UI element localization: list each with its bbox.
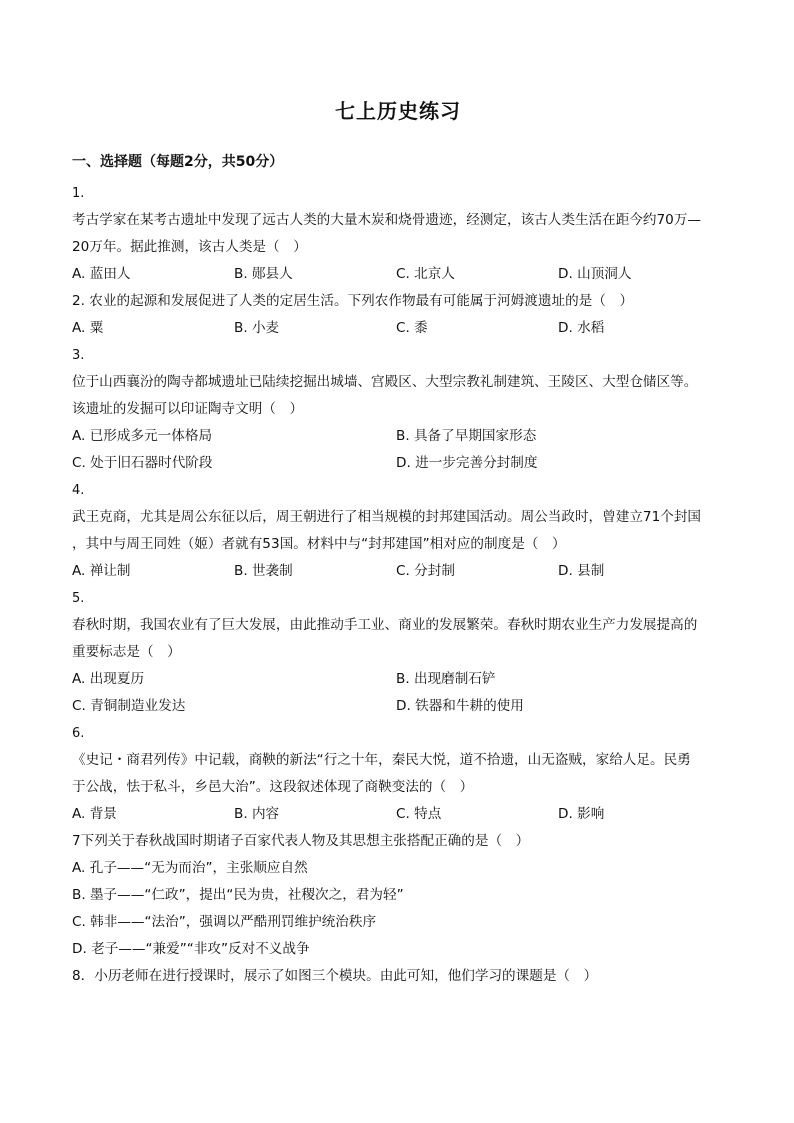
option-b: B. 世袭制 bbox=[234, 563, 293, 579]
question-text: 武王克商，尤其是周公东征以后，周王朝进行了相当规模的封邦建国活动。周公当政时，曾建立71个封国 bbox=[72, 509, 702, 525]
question-text: ，其中与周王同姓（姬）者就有53国。材料中与“封邦建国”相对应的制度是（ ） bbox=[72, 536, 566, 552]
option-d: D. 铁器和牛耕的使用 bbox=[396, 698, 524, 714]
option-b: B. 出现磨制石铲 bbox=[396, 671, 496, 687]
option-a: A. 蓝田人 bbox=[72, 266, 131, 282]
options-q3 bbox=[72, 423, 724, 477]
question-text: 20万年。据此推测，该古人类是（ ） bbox=[72, 239, 307, 255]
question-text: 《史记・商君列传》中记载，商鞅的新法“行之十年，秦民大悦，道不拾遗，山无盗贼，家给人足。民勇 bbox=[72, 752, 691, 768]
options-q6 bbox=[72, 801, 724, 828]
option-c: C. 青铜制造业发达 bbox=[72, 698, 186, 714]
option-b: B. 墨子——“仁政”，提出“民为贵，社稷次之，君为轻” bbox=[72, 887, 404, 903]
options-q1 bbox=[72, 261, 724, 288]
question-2 bbox=[72, 288, 724, 315]
option-a: A. 粟 bbox=[72, 320, 104, 336]
option-d: D. 山顶洞人 bbox=[558, 266, 632, 282]
options-q2 bbox=[72, 315, 724, 342]
options-q4 bbox=[72, 558, 724, 585]
options-q5 bbox=[72, 666, 724, 720]
question-text: 于公战，怯于私斗，乡邑大治”。这段叙述体现了商鞅变法的（ ） bbox=[72, 779, 474, 795]
option-c: C. 黍 bbox=[396, 320, 428, 336]
question-4 bbox=[72, 477, 724, 558]
options-q7 bbox=[72, 855, 724, 963]
question-number: 6. bbox=[72, 726, 85, 741]
question-6 bbox=[72, 720, 724, 801]
question-text: 7下列关于春秋战国时期诸子百家代表人物及其思想主张搭配正确的是（ ） bbox=[72, 833, 530, 849]
question-text: 该遗址的发掘可以印证陶寺文明（ ） bbox=[72, 401, 304, 417]
option-a: A. 孔子——“无为而治”，主张顺应自然 bbox=[72, 860, 308, 876]
question-number: 4. bbox=[72, 483, 85, 498]
option-a: A. 出现夏历 bbox=[72, 671, 145, 687]
question-1 bbox=[72, 180, 724, 261]
question-text: 春秋时期，我国农业有了巨大发展，由此推动手工业、商业的发展繁荣。春秋时期农业生产力发展提高的 bbox=[72, 617, 698, 633]
option-d: D. 老子——“兼爱”“非攻”反对不义战争 bbox=[72, 941, 310, 957]
option-d: D. 水稻 bbox=[558, 320, 605, 336]
option-c: C. 韩非——“法治”，强调以严酷刑罚维护统治秩序 bbox=[72, 914, 377, 930]
question-number: 5. bbox=[72, 591, 85, 606]
option-b: B. 具备了早期国家形态 bbox=[396, 428, 537, 444]
question-text: 位于山西襄汾的陶寺都城遗址已陆续挖掘出城墙、宫殿区、大型宗教礼制建筑、王陵区、大型仓储区等。 bbox=[72, 374, 698, 390]
option-a: A. 背景 bbox=[72, 806, 117, 822]
question-number: 1. bbox=[72, 186, 85, 201]
option-a: A. 禅让制 bbox=[72, 563, 131, 579]
question-text: 8．小历老师在进行授课时，展示了如图三个模块。由此可知，他们学习的课题是（ ） bbox=[72, 968, 598, 984]
page-title: 七上历史练习 bbox=[335, 99, 461, 123]
question-8 bbox=[72, 963, 724, 990]
question-5 bbox=[72, 585, 724, 666]
option-b: B. 郧县人 bbox=[234, 266, 293, 282]
option-c: C. 北京人 bbox=[396, 266, 455, 282]
option-d: D. 县制 bbox=[558, 563, 605, 579]
option-a: A. 已形成多元一体格局 bbox=[72, 428, 213, 444]
option-b: B. 内容 bbox=[234, 806, 280, 822]
question-text: 2. 农业的起源和发展促进了人类的定居生活。下列农作物最有可能属于河姆渡遗址的是（ ） bbox=[72, 293, 634, 309]
question-7 bbox=[72, 828, 724, 855]
question-text: 重要标志是（ ） bbox=[72, 644, 181, 660]
option-c: C. 处于旧石器时代阶段 bbox=[72, 455, 213, 471]
option-c: C. 特点 bbox=[396, 806, 442, 822]
question-3 bbox=[72, 342, 724, 423]
option-c: C. 分封制 bbox=[396, 563, 455, 579]
option-d: D. 进一步完善分封制度 bbox=[396, 455, 538, 471]
option-d: D. 影响 bbox=[558, 806, 605, 822]
question-number: 3. bbox=[72, 348, 85, 363]
question-text: 考古学家在某考古遗址中发现了远古人类的大量木炭和烧骨遗迹，经测定，该古人类生活在距今约70万— bbox=[72, 212, 702, 228]
option-b: B. 小麦 bbox=[234, 320, 280, 336]
section-heading: 一、选择题（每题2分，共50分） bbox=[72, 154, 284, 170]
